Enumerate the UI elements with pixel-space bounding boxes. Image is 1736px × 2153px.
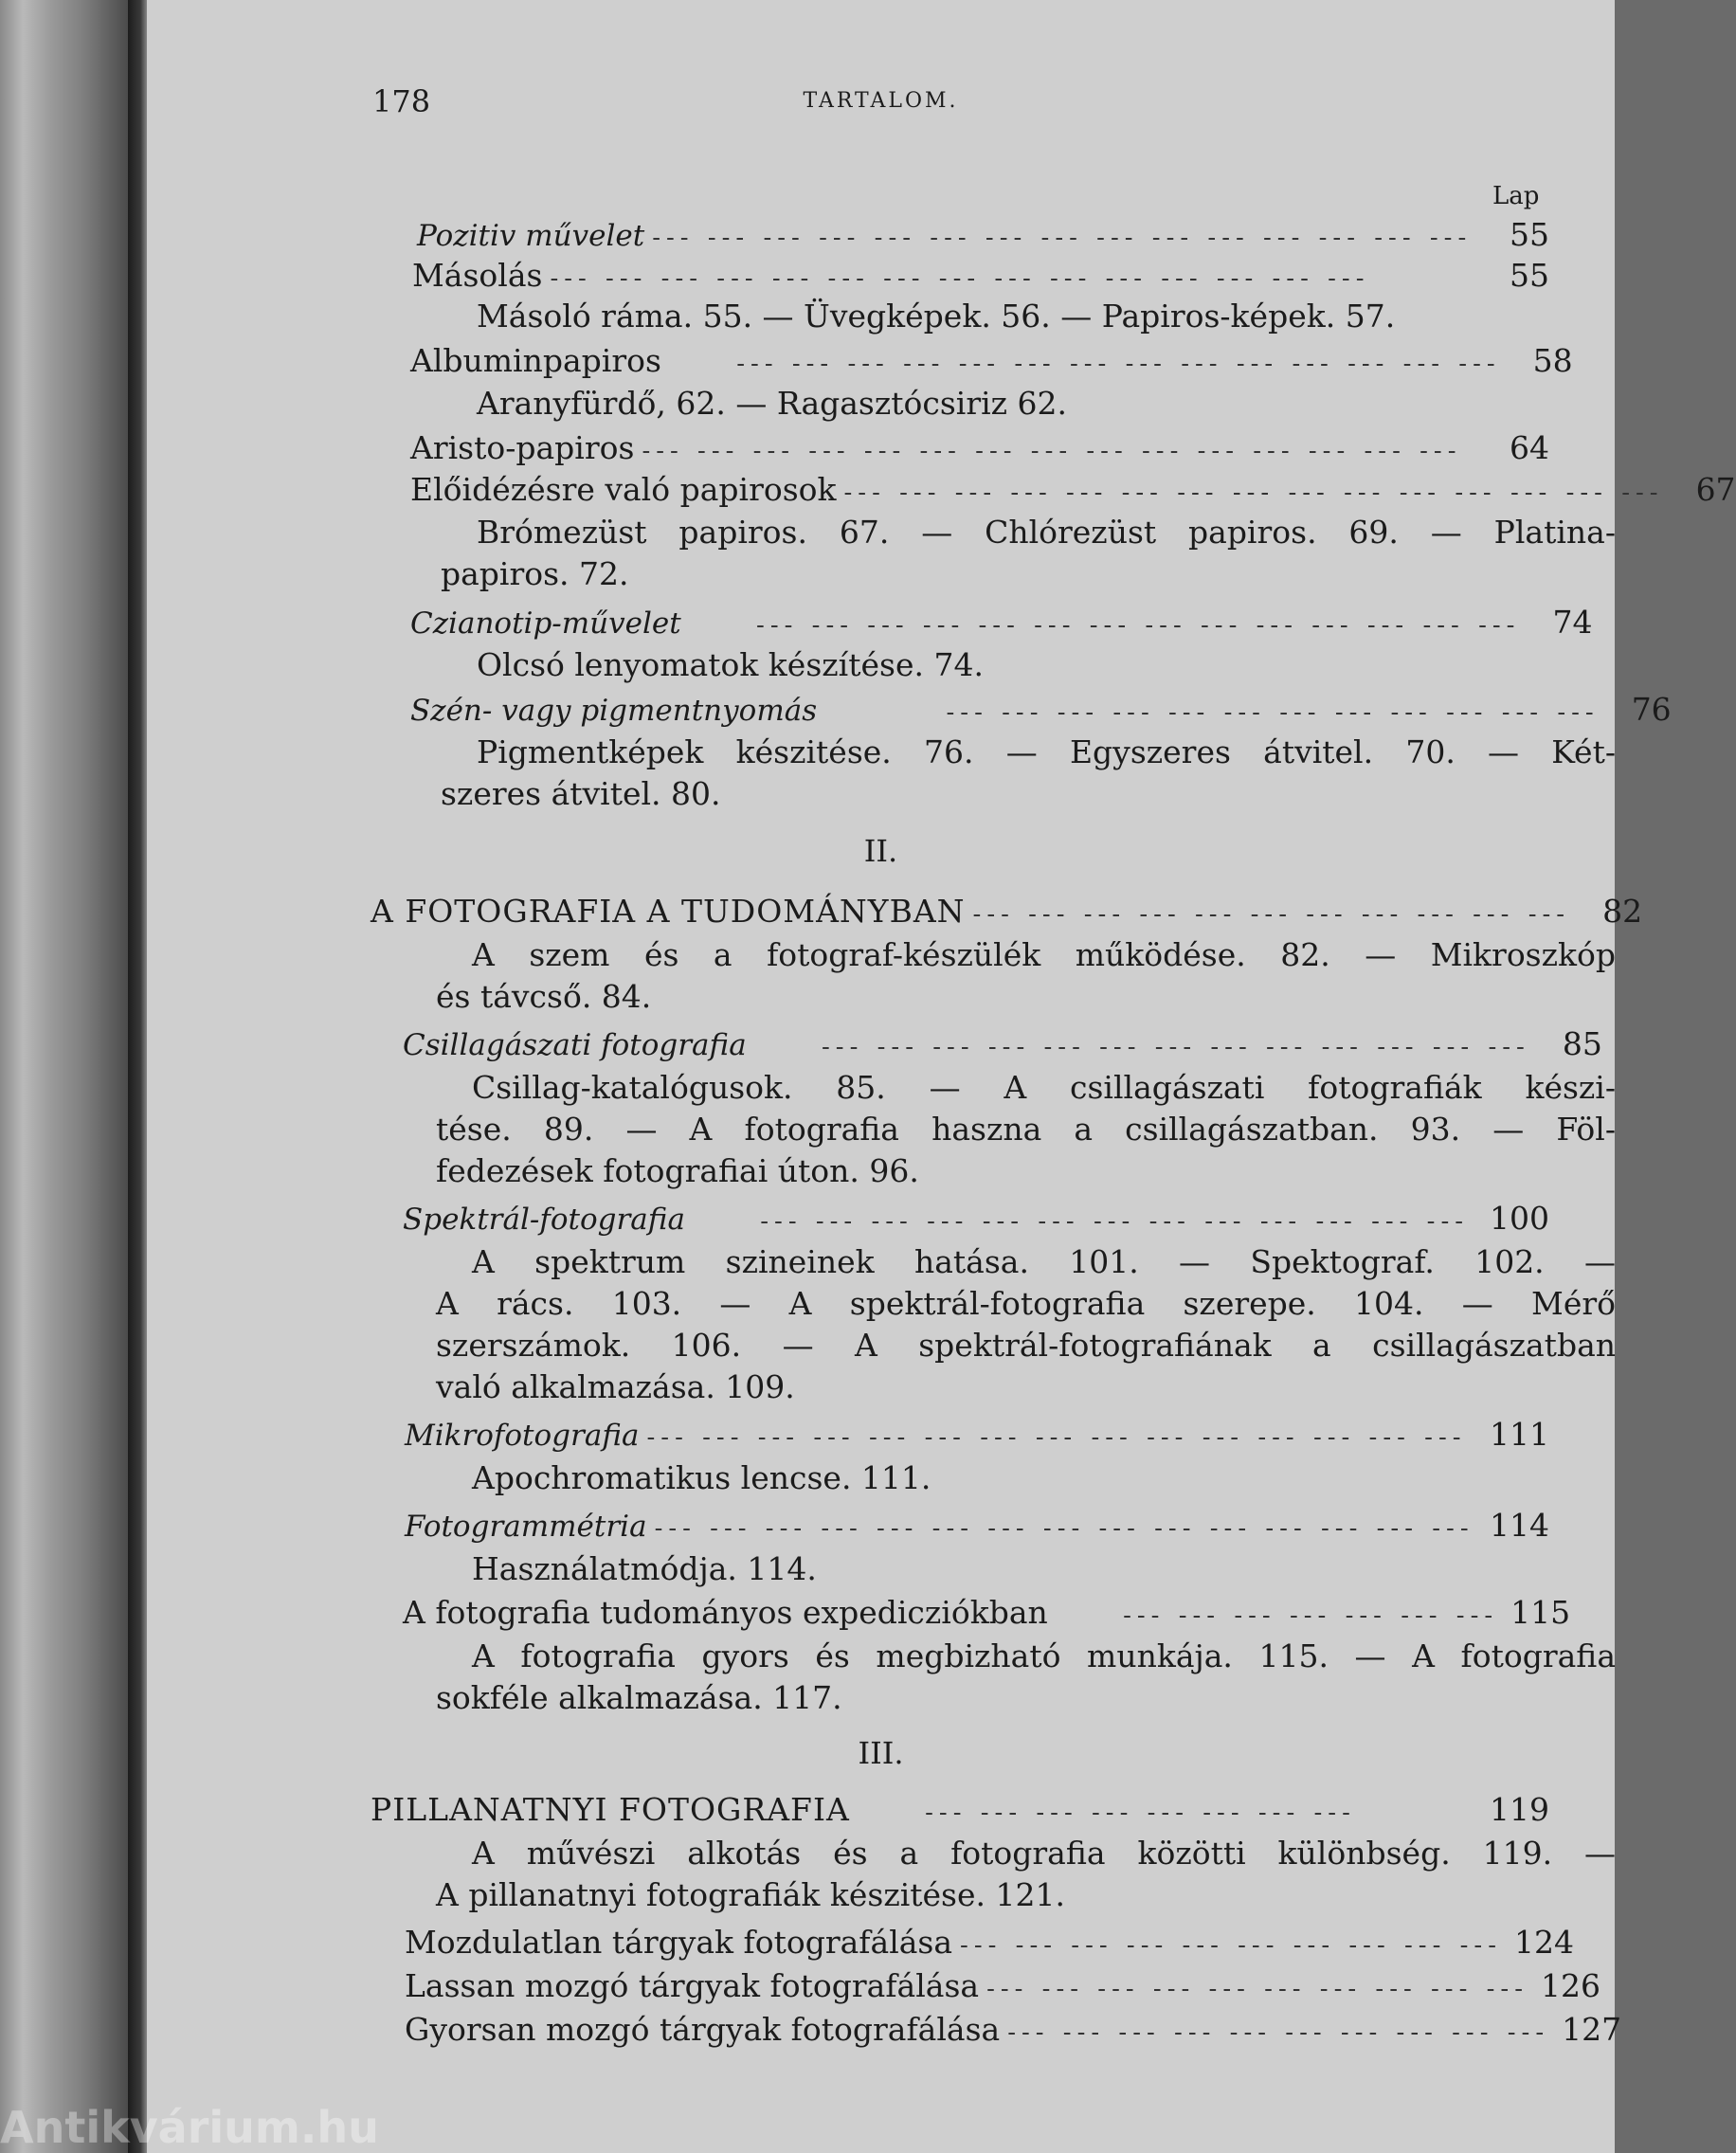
toc-title: Másolás xyxy=(412,257,543,294)
toc-title: Csillagászati fotografia xyxy=(403,1028,747,1062)
toc-entry xyxy=(147,1200,1549,1238)
toc-description: Pigmentképek készitése. 76. — Egyszeres átvitel. 70. — Két- xyxy=(477,733,1616,770)
toc-title: A FOTOGRAFIA A TUDOMÁNYBAN xyxy=(371,893,966,930)
leader-dots: --- --- --- --- --- --- --- --- --- --- --- --- --- --- --- xyxy=(652,224,1473,252)
book-spine xyxy=(0,0,128,2153)
leader-dots: --- --- --- --- --- --- --- xyxy=(1055,1601,1499,1630)
toc-title: Szén- vagy pigmentnyomás xyxy=(410,694,818,728)
toc-description: szerszámok. 106. — A spektrál-fotografiának a csillagászatban xyxy=(436,1327,1616,1364)
toc-description: szeres átvitel. 80. xyxy=(441,775,721,812)
toc-entry xyxy=(147,429,1549,467)
toc-entry xyxy=(147,1507,1549,1545)
watermark: Antikvárium.hu xyxy=(0,2102,379,2153)
toc-description: és távcső. 84. xyxy=(436,978,652,1015)
toc-description: fedezések fotografiai úton. 96. xyxy=(436,1152,919,1189)
toc-page: 55 xyxy=(1510,216,1549,253)
toc-entry xyxy=(147,1025,1602,1063)
toc-page: 111 xyxy=(1490,1416,1549,1453)
leader-dots: --- --- --- --- --- --- --- --- --- --- --- --- --- --- --- xyxy=(550,264,1370,293)
toc-title: Albuminpapiros xyxy=(410,342,661,379)
toc-entry xyxy=(147,1416,1549,1454)
toc-page: 127 xyxy=(1562,2011,1622,2048)
toc-page: 85 xyxy=(1562,1025,1602,1062)
toc-page: 74 xyxy=(1552,604,1593,641)
toc-description: A művészi alkotás és a fotografia közötti különbség. 119. — xyxy=(472,1835,1616,1872)
toc-description: Csillag-katalógusok. 85. — A csillagászati fotografiák készi- xyxy=(472,1069,1616,1106)
toc-title: A fotografia tudományos expedicziókban xyxy=(403,1594,1048,1631)
toc-title: Lassan mozgó tárgyak fotografálása xyxy=(405,1967,980,2004)
toc-description: A spektrum szineinek hatása. 101. — Spektograf. 102. — xyxy=(472,1243,1616,1280)
running-title: TARTALOM. xyxy=(803,89,959,113)
toc-entry xyxy=(147,1791,1549,1829)
toc-title: Gyorsan mozgó tárgyak fotografálása xyxy=(405,2011,1001,2048)
toc-page: 115 xyxy=(1510,1594,1571,1631)
toc-page: 64 xyxy=(1510,429,1549,466)
toc-description: A szem és a fotograf-készülék működése. 82. — Mikroszkóp xyxy=(472,936,1616,973)
toc-entry xyxy=(147,1967,1600,2005)
toc-description: Olcsó lenyomatok készítése. 74. xyxy=(477,646,984,683)
toc-entry xyxy=(147,604,1593,642)
toc-title: Mikrofotografia xyxy=(405,1419,640,1453)
toc-description: A pillanatnyi fotografiák készitése. 121. xyxy=(436,1876,1065,1913)
book-page xyxy=(147,0,1736,2153)
toc-page: 119 xyxy=(1490,1791,1549,1828)
toc-page: 55 xyxy=(1510,257,1549,294)
toc-description: A fotografia gyors és megbizható munkája. 115. — A fotografia xyxy=(472,1637,1616,1674)
section-numeral: II. xyxy=(863,833,898,869)
leader-dots: --- --- --- --- --- --- --- --- --- --- --- --- --- xyxy=(692,1207,1470,1236)
page-gutter xyxy=(128,0,149,2153)
leader-dots: --- --- --- --- --- --- --- --- --- --- --- --- --- --- --- xyxy=(642,437,1462,465)
leader-dots: --- --- --- --- --- --- --- --- --- --- --- --- --- --- --- xyxy=(654,1514,1474,1543)
toc-entry xyxy=(147,1594,1571,1632)
leader-dots: --- --- --- --- --- --- --- --- --- --- xyxy=(960,1931,1502,1960)
toc-page: 58 xyxy=(1532,342,1573,379)
toc-title: Pozitiv művelet xyxy=(417,219,645,253)
leader-dots: --- --- --- --- --- --- --- --- --- --- --- --- --- --- --- xyxy=(843,479,1664,507)
toc-entry xyxy=(147,216,1549,254)
toc-description: Használatmódja. 114. xyxy=(472,1550,817,1587)
toc-entry xyxy=(147,2011,1622,2049)
toc-description: papiros. 72. xyxy=(441,555,629,592)
toc-page: 124 xyxy=(1513,1924,1574,1961)
leader-dots: --- --- --- --- --- --- --- --- --- --- xyxy=(1007,2018,1550,2047)
page-column-label: Lap xyxy=(1492,182,1540,210)
leader-dots: --- --- --- --- --- --- --- --- --- --- --- xyxy=(972,900,1571,929)
toc-description: sokféle alkalmazása. 117. xyxy=(436,1679,842,1716)
leader-dots: --- --- --- --- --- --- --- --- --- --- --- --- --- --- xyxy=(668,350,1501,378)
toc-entry xyxy=(147,893,1643,931)
toc-description: való alkalmazása. 109. xyxy=(436,1368,795,1405)
page-number: 178 xyxy=(372,83,431,119)
toc-title: PILLANATNYI FOTOGRAFIA xyxy=(371,1791,850,1828)
toc-page: 82 xyxy=(1602,893,1643,930)
toc-description: Apochromatikus lencse. 111. xyxy=(472,1459,931,1496)
toc-title: Czianotip-művelet xyxy=(410,606,681,641)
toc-page: 67 xyxy=(1695,471,1736,508)
toc-title: Aristo-papiros xyxy=(410,429,635,466)
toc-page: 76 xyxy=(1631,691,1672,728)
page-header xyxy=(147,83,1615,121)
leader-dots: --- --- --- --- --- --- --- --- --- --- --- --- xyxy=(824,698,1600,727)
toc-description: Aranyfürdő, 62. — Ragasztócsiriz 62. xyxy=(477,385,1068,422)
section-numeral: III. xyxy=(858,1735,904,1771)
toc-description: A rács. 103. — A spektrál-fotografia szerepe. 104. — Mérő xyxy=(436,1285,1616,1322)
toc-entry xyxy=(147,342,1573,380)
toc-page: 126 xyxy=(1541,1967,1600,2004)
toc-entry xyxy=(147,257,1549,295)
toc-page: 100 xyxy=(1490,1200,1549,1237)
toc-entry xyxy=(147,691,1672,729)
leader-dots: --- --- --- --- --- --- --- --- --- --- --- --- --- --- --- xyxy=(646,1423,1467,1452)
toc-title: Fotogrammétria xyxy=(405,1510,647,1544)
toc-title: Előidézésre való papirosok xyxy=(410,471,837,508)
toc-page: 114 xyxy=(1490,1507,1549,1544)
toc-entry xyxy=(147,471,1736,509)
leader-dots: --- --- --- --- --- --- --- --- --- --- --- --- --- --- xyxy=(688,611,1521,640)
toc-title: Mozdulatlan tárgyak fotografálása xyxy=(405,1924,953,1961)
leader-dots: --- --- --- --- --- --- --- --- xyxy=(857,1799,1356,1827)
leader-dots: --- --- --- --- --- --- --- --- --- --- --- --- --- xyxy=(753,1033,1530,1061)
toc-description: Másoló ráma. 55. — Üvegképek. 56. — Papiros-képek. 57. xyxy=(477,298,1396,335)
toc-title: Spektrál-fotografia xyxy=(403,1203,685,1237)
toc-description: tése. 89. — A fotografia haszna a csillagászatban. 93. — Föl- xyxy=(436,1111,1616,1148)
leader-dots: --- --- --- --- --- --- --- --- --- --- xyxy=(986,1975,1528,2003)
toc-entry xyxy=(147,1924,1574,1962)
toc-description: Brómezüst papiros. 67. — Chlórezüst papiros. 69. — Platina- xyxy=(477,514,1616,551)
